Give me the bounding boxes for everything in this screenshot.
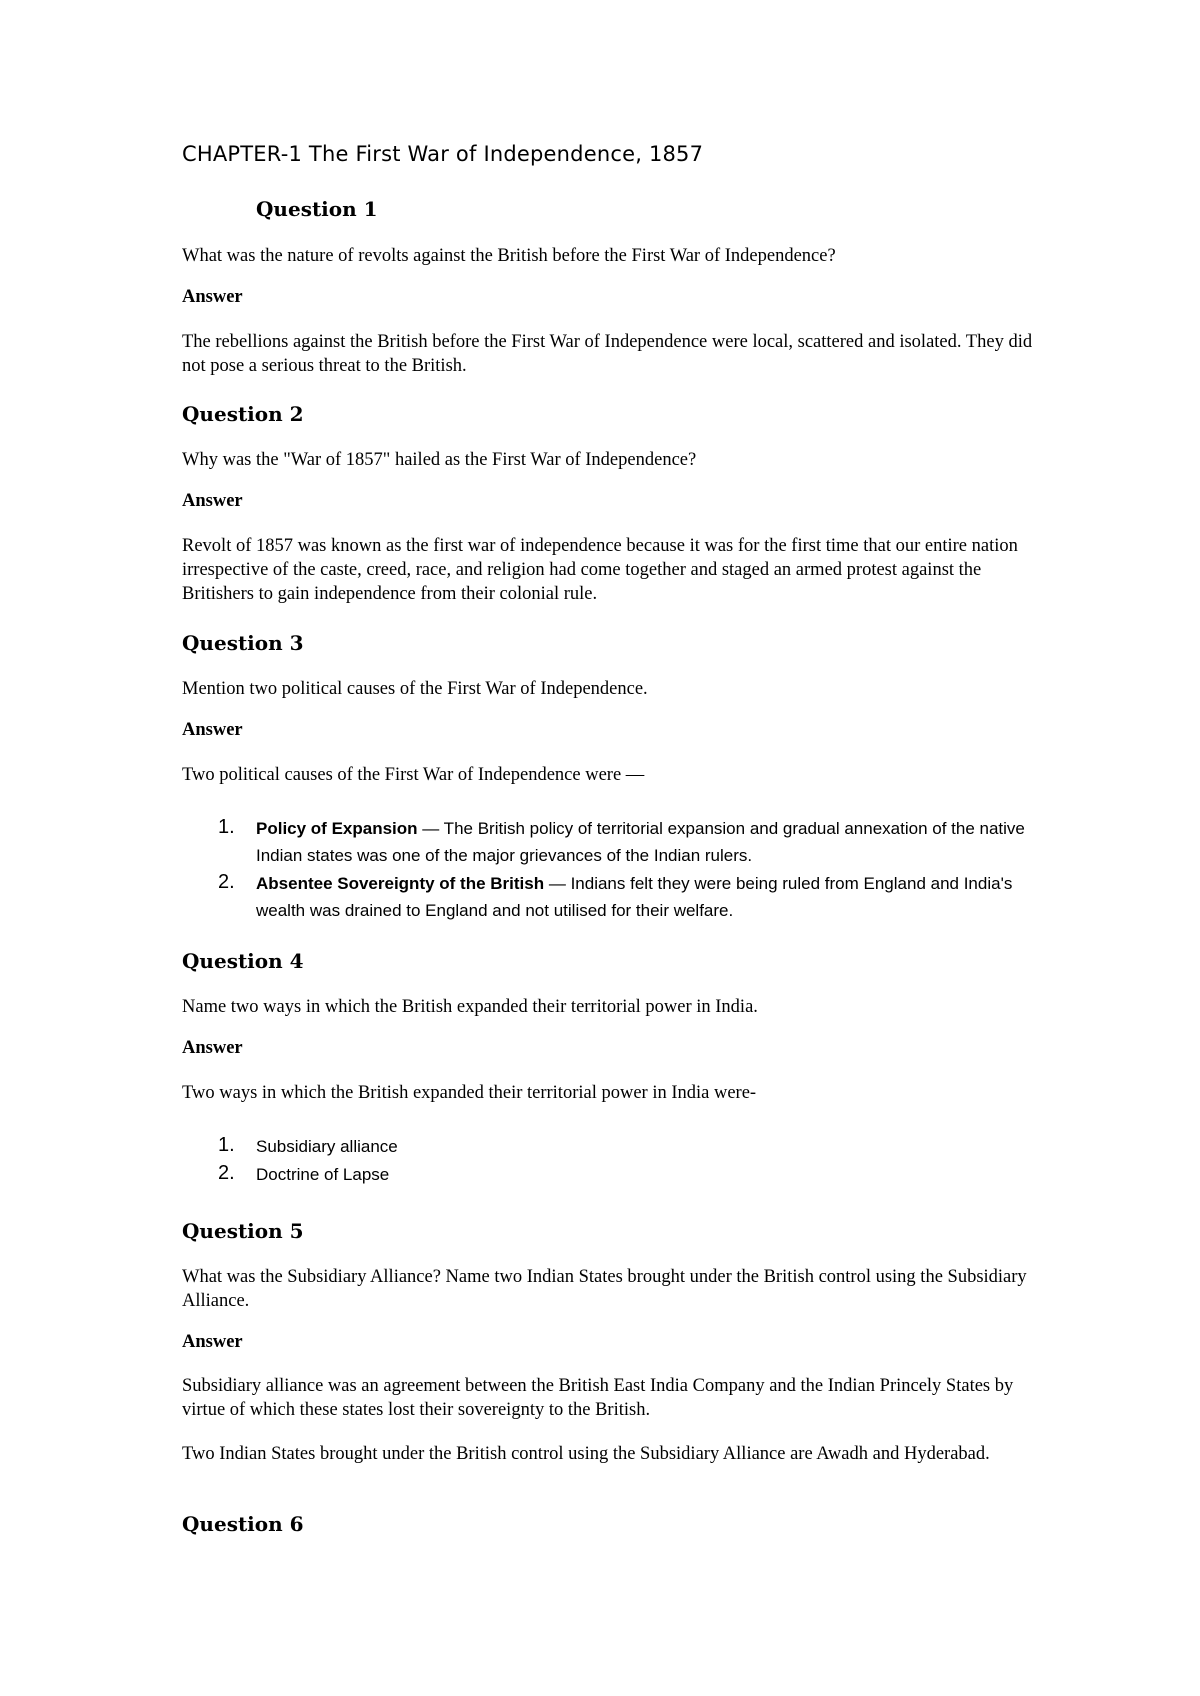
question-4-heading: Question 4: [182, 949, 304, 973]
list-text: — Indians felt they were being ruled from England and India's wealth was drained to England and not utilised for their welfare.: [256, 874, 1013, 920]
list-term: Absentee Sovereignty of the British: [256, 874, 545, 893]
question-2-answer-text: Revolt of 1857 was known as the first war of independence because it was for the first time that our entire nation irrespective of the caste, creed, race, and religion had come together and staged an armed protest against the Britishers to gain independence from their colonial rule.: [182, 536, 1018, 604]
question-1-heading: Question 1: [256, 197, 378, 221]
list-item: [218, 1161, 1028, 1188]
question-3-answer-label: Answer: [182, 720, 243, 740]
list-number: 1.: [218, 816, 235, 838]
question-5-answer-label: Answer: [182, 1332, 243, 1352]
question-1-answer-text: The rebellions against the British before the First War of Independence were local, scattered and isolated. They did not pose a serious threat to the British.: [182, 332, 1033, 376]
question-5-answer-text: Subsidiary alliance was an agreement between the British East India Company and the Indian Princely States by virtue of which these states lost their sovereignty to the British.: [182, 1376, 1014, 1420]
question-6-heading: Question 6: [182, 1512, 304, 1536]
question-2-heading: Question 2: [182, 402, 304, 426]
question-5-heading: Question 5: [182, 1219, 304, 1243]
list-text: Doctrine of Lapse: [256, 1165, 390, 1184]
list-text: — The British policy of territorial expansion and gradual annexation of the native Indian states was one of the major grievances of the Indian rulers.: [256, 819, 1025, 865]
question-2-text: Why was the "War of 1857" hailed as the First War of Independence?: [182, 450, 697, 470]
question-4-text: Name two ways in which the British expanded their territorial power in India.: [182, 997, 758, 1017]
list-number: 2.: [218, 1162, 235, 1184]
question-3-list: [218, 815, 1028, 925]
list-text: Subsidiary alliance: [256, 1137, 398, 1156]
list-number: 1.: [218, 1134, 235, 1156]
question-3-heading: Question 3: [182, 631, 304, 655]
question-4-list: [218, 1133, 1028, 1189]
list-number: 2.: [218, 871, 235, 893]
question-1-answer-label: Answer: [182, 287, 243, 307]
question-3-text: Mention two political causes of the First War of Independence.: [182, 679, 648, 699]
question-4-answer-text: Two ways in which the British expanded their territorial power in India were-: [182, 1083, 757, 1103]
question-5-answer-text-2: Two Indian States brought under the British control using the Subsidiary Alliance are Awadh and Hyderabad.: [182, 1444, 990, 1464]
chapter-title: CHAPTER-1 The First War of Independence, 1857: [182, 142, 704, 166]
question-5-text: What was the Subsidiary Alliance? Name two Indian States brought under the British control using the Subsidiary Alliance.: [182, 1267, 1027, 1311]
list-item: [218, 870, 1028, 924]
question-3-answer-text: Two political causes of the First War of Independence were —: [182, 765, 645, 785]
question-1-text: What was the nature of revolts against the British before the First War of Independence?: [182, 246, 836, 266]
list-term: Policy of Expansion: [256, 819, 418, 838]
list-item: [218, 815, 1028, 869]
question-4-answer-label: Answer: [182, 1038, 243, 1058]
question-2-answer-label: Answer: [182, 491, 243, 511]
list-item: [218, 1133, 1028, 1160]
